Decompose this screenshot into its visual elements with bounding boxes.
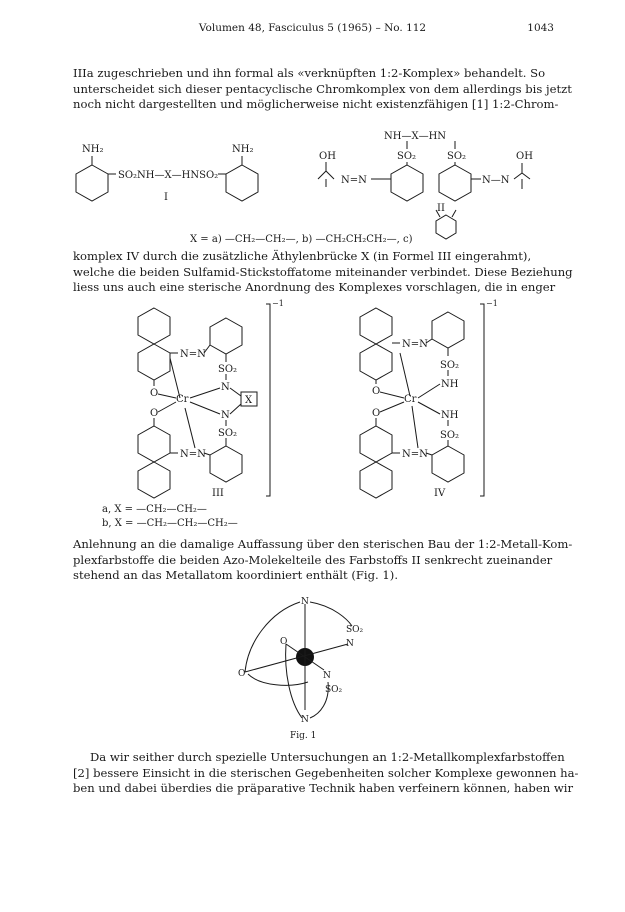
oh-left: OH (319, 151, 336, 162)
azo-top-III: N=N (180, 349, 206, 360)
text-line: IIIa zugeschrieben und ihn formal als «verknüpften 1:2-Komplex» behandelt. So (73, 66, 546, 80)
cr-IV: Cr (404, 394, 417, 405)
charge-IV: −1 (486, 299, 498, 308)
cr-III: Cr (176, 394, 189, 405)
running-header (0, 22, 625, 38)
running-title: Volumen 48, Fasciculus 5 (1965) – No. 112 (198, 22, 427, 34)
figure-caption: Fig. 1 (290, 731, 317, 741)
fig1-so2-lower: SO₂ (325, 685, 343, 695)
azo-bottom-IV: N=N (402, 449, 428, 460)
paragraph-1 (73, 66, 572, 113)
paragraph-4 (73, 750, 579, 797)
text-line: Da wir seither durch spezielle Untersuchungen an 1:2-Metallkomplexfarbstoffen (90, 750, 565, 764)
x-def-b: b, X = —CH₂—CH₂—CH₂— (102, 518, 238, 529)
text-line: welche die beiden Sulfamid-Stickstoffatome miteinander verbindet. Diese Beziehung (73, 264, 573, 279)
x-box: X (245, 395, 253, 406)
text-line: Anlehnung an die damalige Auffassung über den sterischen Bau der 1:2-Metall-Kom- (73, 537, 573, 551)
label-III: III (212, 488, 224, 499)
paragraph-3 (73, 537, 573, 584)
azo-bottom-III: N=N (180, 449, 206, 460)
o-top-IV: O (372, 386, 381, 397)
fig1-n-right: N (346, 639, 354, 649)
n-top-III: N (221, 382, 230, 393)
azo-left: N=N (341, 175, 367, 186)
so2-bottom-IV: SO₂ (440, 430, 460, 441)
text-line: ben und dabei überdies die präparative Technik haben verfeinern können, haben wir (73, 781, 574, 796)
fig1-o-left: O (280, 637, 288, 647)
so2-top-IV: SO₂ (440, 360, 460, 371)
text-line: komplex IV durch die zusätzliche Äthylenbrücke X (in Formel III eingerahmt), (73, 249, 532, 263)
label-II: II (437, 203, 445, 214)
label-IV: IV (434, 488, 446, 499)
label-I: I (164, 192, 168, 203)
o-top-III: O (150, 388, 159, 399)
n-bottom-III: N (221, 410, 230, 421)
so2-left: SO₂ (397, 151, 417, 162)
page-number: 1043 (527, 22, 554, 34)
fig1-n-bottom: N (301, 715, 309, 725)
bridge-top: NH—X—HN (384, 131, 447, 142)
complex-IV (360, 299, 498, 499)
nh2-right: NH₂ (232, 144, 254, 155)
scheme-complexes-III-IV (100, 298, 520, 530)
text-line: plexfarbstoffe die beiden Azo-Molekelteile des Farbstoffs II senkrecht zueinander (73, 552, 553, 567)
text-line: noch nicht dargestellten und möglicherweise nicht existenzfähigen [1] 1:2-Chrom- (73, 97, 559, 112)
scheme-formulas-I-II (60, 127, 570, 249)
nh-top-IV: NH (441, 379, 459, 390)
figure-1-diagram (230, 592, 380, 742)
text-line: [2] bessere Einsicht in die sterischen Gegebenheiten solcher Komplexe gewonnen ha- (73, 765, 579, 780)
paragraph-2 (73, 249, 573, 296)
o-bottom-III: O (150, 408, 159, 419)
text-line: stehend an das Metallatom koordiniert enthält (Fig. 1). (73, 568, 399, 583)
text-line: unterscheidet sich dieser pentacyclische Chromkomplex von dem allerdings bis jetzt (73, 81, 572, 96)
azo-right: N—N (482, 175, 510, 186)
so2-right: SO₂ (447, 151, 467, 162)
azo-top-IV: N=N (402, 339, 428, 350)
nh-bottom-IV: NH (441, 410, 459, 421)
complex-III (138, 299, 284, 499)
fig1-n-lower: N (323, 671, 331, 681)
charge-III: −1 (272, 299, 284, 308)
fig1-n-top: N (301, 597, 309, 607)
text-line: liess uns auch eine sterische Anordnung des Komplexes vorschlagen, die in enger (73, 280, 556, 295)
so2-bottom-III: SO₂ (218, 428, 238, 439)
formula-I-chain: SO₂NH—X—HNSO₂ (118, 170, 219, 181)
fig1-so2-top: SO₂ (346, 625, 364, 635)
x-def-a: a, X = —CH₂—CH₂— (102, 504, 207, 515)
x-definition: X = a) —CH₂—CH₂—, b) —CH₂CH₂CH₂—, c) (190, 234, 413, 245)
nh2-left: NH₂ (82, 144, 104, 155)
fig1-o-far: O (238, 669, 246, 679)
oh-right: OH (516, 151, 533, 162)
so2-top-III: SO₂ (218, 364, 238, 375)
o-bottom-IV: O (372, 408, 381, 419)
